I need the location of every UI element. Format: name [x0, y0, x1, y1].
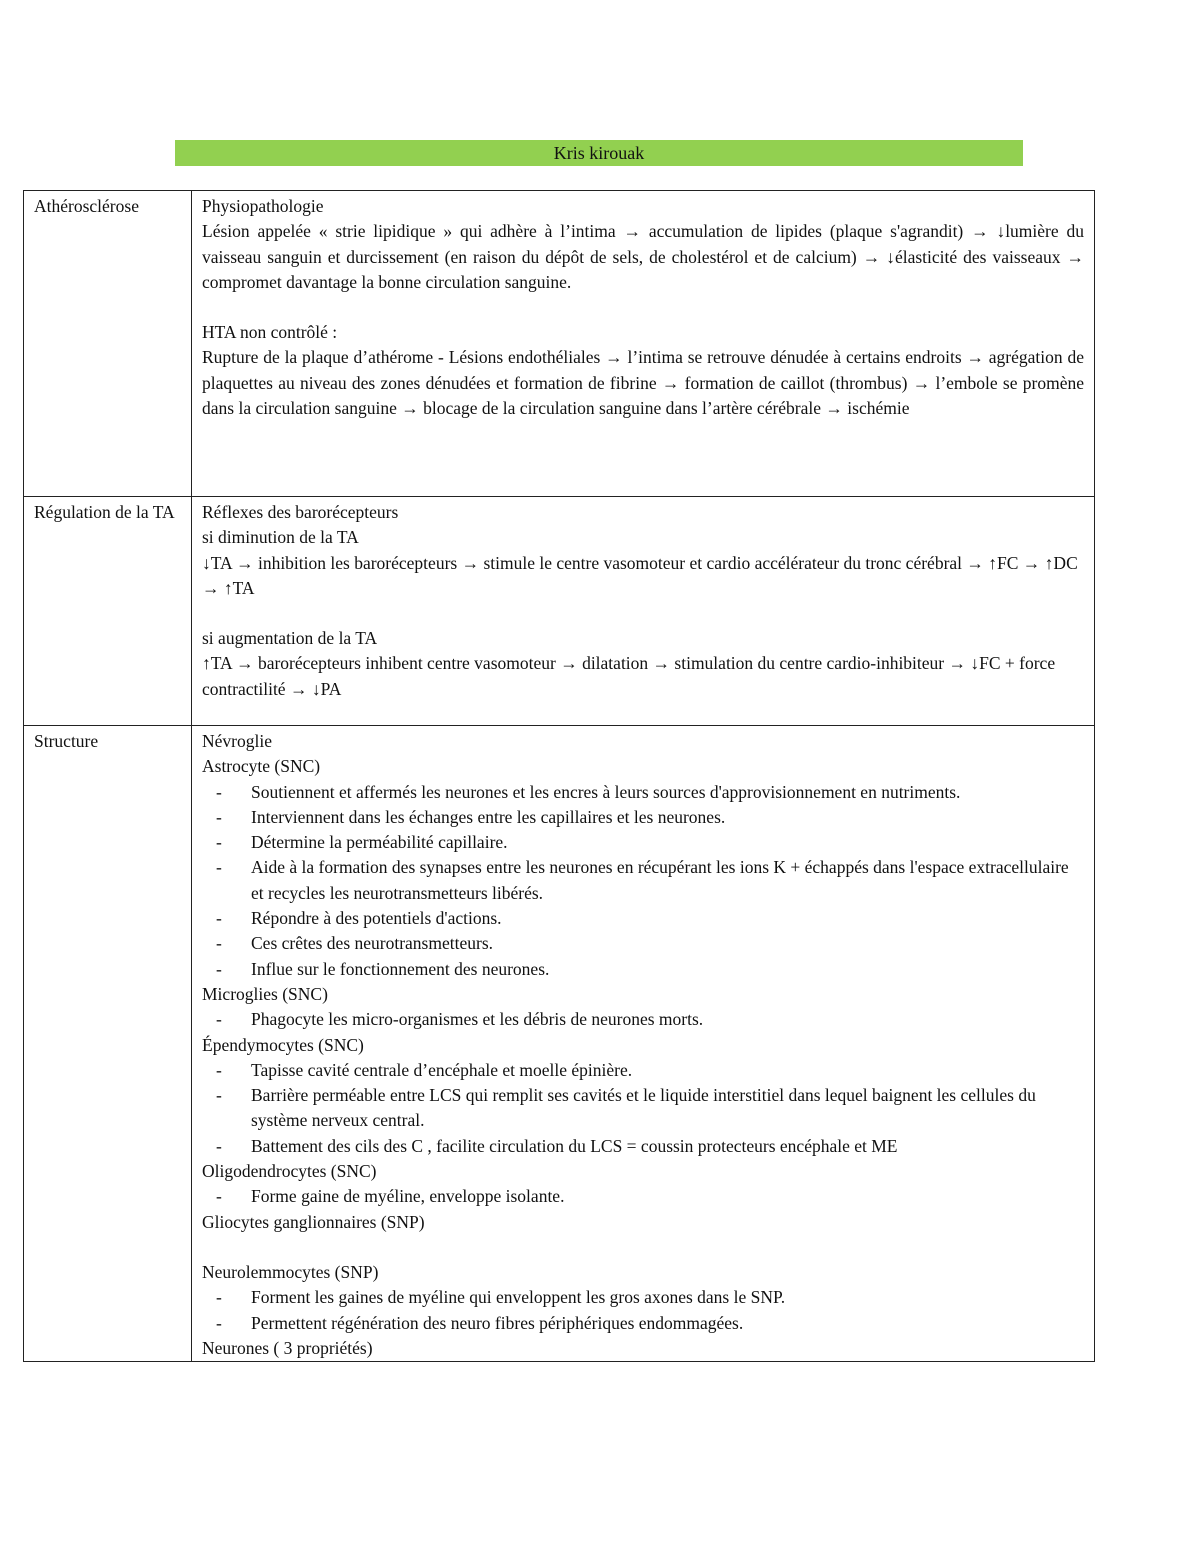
list-item: - Aide à la formation des synapses entre les neurones en récupérant les ions K + échappés dans l'espace extracellulaire et recycles les neurotransmetteurs libérés. [202, 855, 1084, 906]
subsection-title: Neurones ( 3 propriétés) [202, 1337, 373, 1358]
paragraph: Rupture de la plaque d’athérome - Lésions endothéliales → l’intima se retrouve dénudée à certains endroits → agrégation de plaquettes au niveau des zones dénudées et formation de fibrine → formation de caillot (thrombus) → l’embole se promène dans la circulation sanguine → blocage de la circulation sanguine dans l’artère cérébrale → ischémie [202, 347, 1084, 419]
row-label-structure: Structure [24, 726, 192, 1362]
bullet-list [202, 1184, 1084, 1209]
list-item: - Interviennent dans les échanges entre les capillaires et les neurones. [202, 805, 1084, 830]
bullet-list [202, 1285, 1084, 1336]
list-item: - Ces crêtes des neurotransmetteurs. [202, 931, 1084, 956]
section-subheading: si augmentation de la TA [202, 628, 378, 649]
paragraph: ↓TA → inhibition les barorécepteurs → stimule le centre vasomoteur et cardio accélérateur du tronc cérébral → ↑FC → ↑DC → ↑TA [202, 552, 1078, 598]
list-item: - Détermine la perméabilité capillaire. [202, 830, 1084, 855]
list-item: - Phagocyte les micro-organismes et les débris de neurones morts. [202, 1007, 1084, 1032]
row-label-regulation: Régulation de la TA [24, 497, 192, 726]
subsection-title: Gliocytes ganglionnaires (SNP) [202, 1211, 425, 1232]
spacer [202, 1235, 1084, 1260]
list-item: - Battement des cils des C , facilite circulation du LCS = coussin protecteurs encéphale et ME [202, 1134, 1084, 1159]
section-heading: Réflexes des barorécepteurs [202, 502, 399, 522]
paragraph: ↑TA → barorécepteurs inhibent centre vasomoteur → dilatation → stimulation du centre cardio-inhibiteur → ↓FC + force contractilité → ↓PA [202, 653, 1056, 699]
bullet-list [202, 1007, 1084, 1032]
subsection-title: Microglies (SNC) [202, 983, 328, 1004]
list-item: - Répondre à des potentiels d'actions. [202, 906, 1084, 931]
subsection-title: Oligodendrocytes (SNC) [202, 1161, 377, 1182]
row-content-atherosclerose [192, 191, 1095, 497]
row-label-atherosclerose: Athérosclérose [24, 191, 192, 497]
list-item: - Barrière perméable entre LCS qui remplit ses cavités et le liquide interstitiel dans lequel baignent les cellules du système nerveux central. [202, 1083, 1084, 1134]
list-item: - Tapisse cavité centrale d’encéphale et moelle épinière. [202, 1058, 1084, 1083]
list-item: - Forme gaine de myéline, enveloppe isolante. [202, 1184, 1084, 1209]
row-content-regulation [192, 497, 1095, 726]
list-item: - Influe sur le fonctionnement des neurones. [202, 957, 1084, 982]
section-subheading: si diminution de la TA [202, 527, 359, 548]
list-item: - Soutiennent et affermés les neurones et les encres à leurs sources d'approvisionnement en nutriments. [202, 780, 1084, 805]
list-item: - Forment les gaines de myéline qui enveloppent les gros axones dans le SNP. [202, 1285, 1084, 1310]
section-heading: Physiopathologie [202, 196, 324, 216]
row-content-structure [192, 726, 1095, 1362]
paragraph: Lésion appelée « strie lipidique » qui adhère à l’intima → accumulation de lipides (plaque s'agrandit) → ↓lumière du vaisseau sanguin et durcissement (en raison du dépôt de sels, de cholestérol et de calcium) → ↓élasticité des vaisseaux → compromet davantage la bonne circulation sanguine. [202, 221, 1084, 292]
notes-table [23, 190, 1095, 1362]
subsection-title: Neurolemmocytes (SNP) [202, 1261, 379, 1282]
subsection-title: Épendymocytes (SNC) [202, 1034, 364, 1055]
list-item: - Permettent régénération des neuro fibres périphériques endommagées. [202, 1311, 1084, 1336]
table-row [24, 726, 1095, 1362]
table-row [24, 497, 1095, 726]
subsection-title: Astrocyte (SNC) [202, 756, 321, 777]
bullet-list [202, 780, 1084, 982]
section-subheading: HTA non contrôlé : [202, 322, 338, 343]
table-row [24, 191, 1095, 497]
document-title: Kris kirouak [175, 140, 1023, 166]
spacer [202, 601, 1084, 626]
spacer [202, 295, 1084, 320]
bullet-list [202, 1058, 1084, 1159]
section-heading: Névroglie [202, 731, 272, 751]
